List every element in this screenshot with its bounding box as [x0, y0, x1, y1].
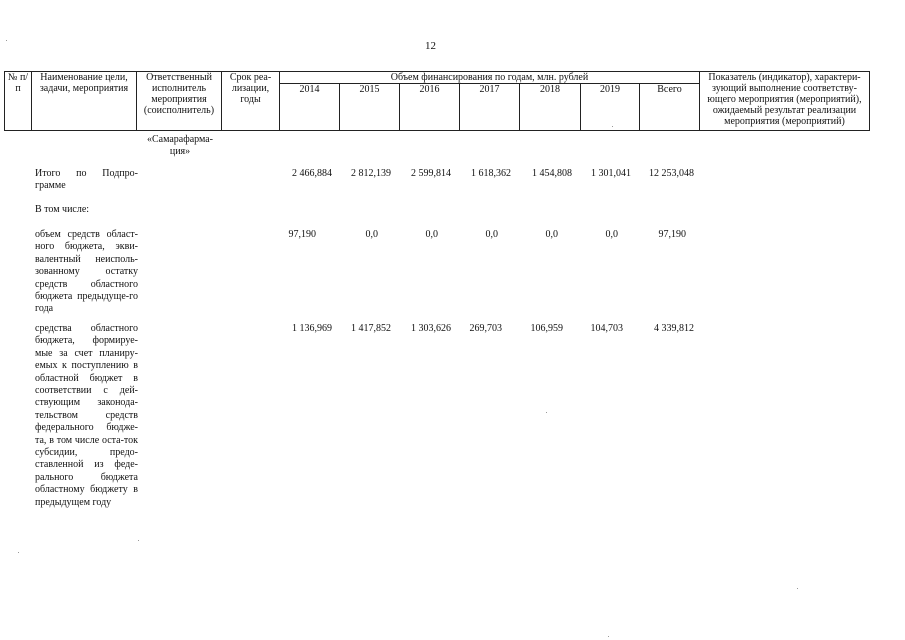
cell-value: 1 454,808 [532, 168, 572, 179]
cell-value-total: 4 339,812 [654, 323, 694, 334]
cell-value: 0,0 [485, 229, 498, 240]
cell-value: 0,0 [365, 229, 378, 240]
cell-value: 2 466,884 [292, 168, 332, 179]
header-indicator: Показатель (индикатор), характери-зующий выполнение соответству-ющего мероприятия (мероприятий), ожидаемый результат реализации мероприятия (мероприятий) [700, 72, 870, 131]
cell-value-total: 97,190 [658, 229, 686, 240]
header-year: 2016 [400, 84, 460, 131]
scan-speck [612, 126, 613, 127]
table-header [4, 71, 870, 131]
header-term: Срок реа-лизации, годы [222, 72, 280, 131]
cell-value: 2 599,814 [411, 168, 451, 179]
row-name-including: В том числе: [35, 204, 90, 215]
row-name-federal-funds: средства областного бюджета, формируе-мые за счет планиру-емых к поступлению в областной бюджет в соответствии с дей-ствующим законода-тельством средств федерального бюдже-та, в том числе оста-ток субсидии, предо-ставленной из феде-рального бюджета областному бюджету в предыдущем году [35, 323, 138, 508]
scan-speck [797, 588, 798, 589]
header-name: Наименование цели, задачи, мероприятия [32, 72, 137, 131]
row-name-total: Итого по Подпро-грамме [35, 168, 138, 192]
header-year: 2019 [581, 84, 640, 131]
page-number: 12 [425, 40, 436, 52]
cell-value: 97,190 [288, 229, 316, 240]
header-year: 2015 [340, 84, 400, 131]
cell-value: 106,959 [530, 323, 563, 334]
cell-value: 1 301,041 [591, 168, 631, 179]
scan-speck [6, 40, 7, 41]
scan-speck [18, 552, 19, 553]
header-funding: Объем финансирования по годам, млн. рублей [280, 72, 700, 84]
cell-value: 0,0 [425, 229, 438, 240]
header-responsible: Ответственный исполнитель мероприятия (соисполнитель) [137, 72, 222, 131]
cell-value: 1 417,852 [351, 323, 391, 334]
responsible-continuation: «Самарафарма-ция» [146, 134, 214, 158]
cell-value: 0,0 [605, 229, 618, 240]
header-year: 2014 [280, 84, 340, 131]
cell-value: 1 618,362 [471, 168, 511, 179]
cell-value: 0,0 [545, 229, 558, 240]
header-year: 2017 [460, 84, 520, 131]
header-total: Всего [640, 84, 700, 131]
cell-value-total: 12 253,048 [649, 168, 694, 179]
cell-value: 1 303,626 [411, 323, 451, 334]
cell-value: 269,703 [469, 323, 502, 334]
header-year: 2018 [520, 84, 581, 131]
header-no: № п/п [5, 72, 32, 131]
cell-value: 104,703 [590, 323, 623, 334]
cell-value: 1 136,969 [292, 323, 332, 334]
row-name-regional-remainder: объем средств област-ного бюджета, экви-валентный неисполь-зованному остатку средств областного бюджета предыдуще-го года [35, 229, 138, 315]
scan-speck [546, 412, 547, 413]
scan-speck [138, 540, 139, 541]
scan-speck [608, 636, 609, 637]
cell-value: 2 812,139 [351, 168, 391, 179]
